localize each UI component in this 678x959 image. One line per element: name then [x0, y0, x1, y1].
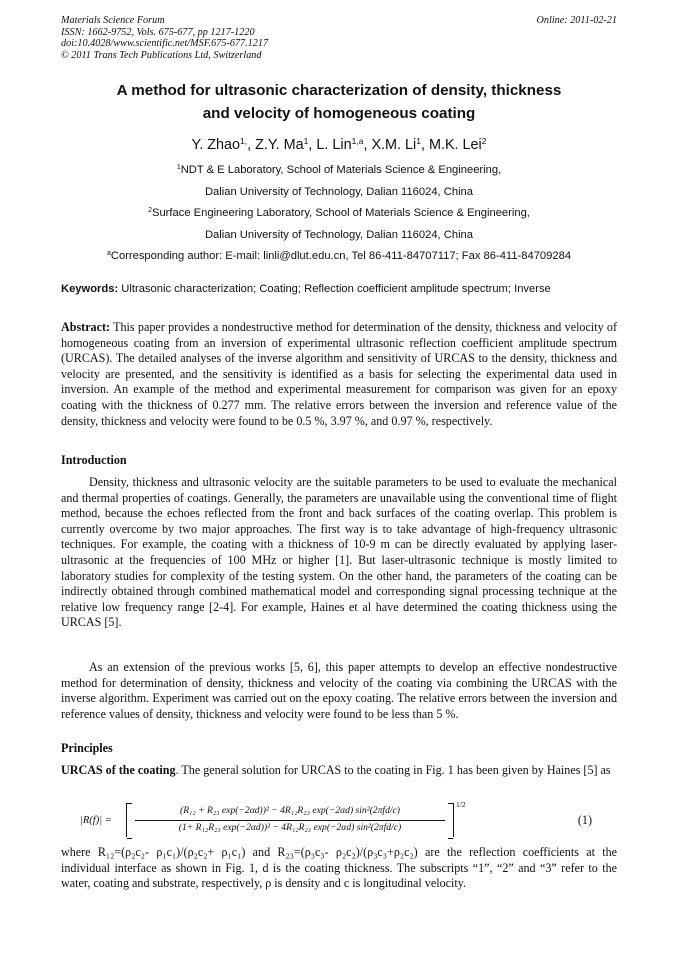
title-line-1: A method for ultrasonic characterization of density, thickness [116, 82, 562, 99]
equation-lhs: |R(f)| = [80, 815, 112, 826]
keywords-text: Ultrasonic characterization; Coating; Reflection coefficient amplitude spectrum; Inverse [118, 283, 551, 295]
equation-numerator: (R₁₂ + R₂₃ exp(−2αd))² − 4R₁₂R₂₃ exp(−2αd) sin²(2πfd/c) [180, 805, 400, 816]
fraction-bar [135, 820, 445, 821]
introduction-heading: Introduction [61, 453, 127, 467]
principles-heading: Principles [61, 741, 113, 755]
affiliation-2-line-2: Dalian University of Technology, Dalian 116024, China [204, 228, 474, 241]
author-name: Z.Y. Ma [255, 137, 304, 153]
abstract-label: Abstract: [61, 320, 111, 334]
journal-copyright: © 2011 Trans Tech Publications Ltd, Switzerland [61, 49, 262, 61]
keywords [61, 282, 617, 297]
paper-title [61, 80, 617, 125]
equation-denominator: (1+ R₁₂R₂₃ exp(−2αd))² − 4R₁₂R₂₃ exp(−2αd) sin²(2πfd/c) [178, 822, 402, 833]
corresponding-author: $^a$Corresponding author: E-mail: linli@dlut.edu.cn, Tel 86-411-84707117; Fax 86-411-84709284 [106, 250, 572, 263]
author-name: M.K. Lei [428, 137, 482, 153]
equation-explanation: where R₁₂=(ρ₂c₂- ρ₁c₁)/(ρ₂c₂+ ρ₁c₁) and R₂₃=(ρ₃c₃- ρ₂c₂)/(ρ₃c₃+ρ₂c₂) are the reflection coefficients at the individual interface as shown in Fig. 1, d is the coating thickness. The subscripts “1”, “2” and “3” refer to the water, coating and substrate, respectively, ρ is density and c is longitudinal velocity. [61, 845, 617, 891]
author-affiliation-mark: 1 [303, 136, 309, 146]
equation-number: (1) [577, 813, 592, 827]
abstract-text: This paper provides a nondestructive method for determination of the density, thickness and velocity of homogeneous coating from an inversion of experimental ultrasonic reflection coefficient amplitude spectrum (URCAS). The detailed analyses of the inverse algorithm and sensitivity of URCAS to the density, thickness and velocity are presented, and the sensitivity is identified as a basis for selecting the experimental data used in inversion. An example of the method and experimental measurement for comparison was given for an epoxy coating with the thickness of 0.277 mm. The relative errors between the inversion and reference value of the density, thickness and velocity were found to be 0.5 %, 3.97 %, and 0.97 %, respectively. [61, 320, 617, 428]
principles-paragraph: URCAS of the coating. The general solution for URCAS to the coating in Fig. 1 has been given by Haines [5] as [61, 763, 611, 777]
journal-header [61, 15, 617, 61]
author-name: L. Lin [316, 137, 352, 153]
equation-exponent: 1/2 [456, 800, 466, 809]
title-line-2: and velocity of homogeneous coating [202, 104, 476, 122]
journal-issn: ISSN: 1662-9752, Vols. 675-677, pp 1217-1220 [61, 26, 255, 38]
urcas-subheading: URCAS of the coating [61, 763, 176, 777]
introduction-paragraph-2: As an extension of the previous works [5, 6], this paper attempts to develop an effective nondestructive method for determination of density, thickness and velocity of the coating via combining the URCAS with the inverse algorithm. Experiment was carried out on the epoxy coating. The relative errors between the inversion and reference values of density, thickness and velocity were found to be less than 5 %. [61, 660, 617, 721]
author-name: Y. Zhao [191, 137, 241, 153]
equation-bracket [126, 803, 454, 837]
affiliation-1-line-2: Dalian University of Technology, Dalian 116024, China [204, 185, 474, 198]
affiliations [61, 160, 617, 268]
author-affiliation-mark: 2 [481, 136, 487, 146]
author-affiliation-mark: 1,a [351, 136, 364, 146]
author-affiliation-mark: 1 [416, 136, 421, 146]
journal-doi: doi:10.4028/www.scientific.net/MSF.675-677.1217 [61, 38, 269, 50]
affiliation-1-line-1: $^1$NDT & E Laboratory, School of Materials Science & Engineering, [176, 164, 502, 176]
online-date: Online: 2011-02-21 [536, 15, 617, 26]
abstract [61, 320, 617, 429]
introduction-paragraph-1: Density, thickness and ultrasonic velocity are the suitable parameters to be used to evaluate the mechanical and thermal properties of coatings. Generally, the parameters are unavailable using the conventional time of flight method, because the echoes reflected from the front and back surfaces of the coating overlap. This problem is currently overcome by two major approaches. The first way is to take advantage of high-frequency ultrasonic techniques. For example, the coating with a thickness of 10-9 m can be directly evaluated by applying laser-ultrasonic at the frequencies of 100 MHz or higher [1]. But laser-ultrasonic technique is mostly limited to laboratory studies for complexity of the testing system. On the other hand, the parameters of the coating can be indirectly obtained through combined mathematical model and corresponding signal processing technique at the relative low frequency range [2-4]. For example, Haines et al have determined the coating thickness using the URCAS [5]. [61, 475, 617, 630]
author-name: X.M. Li [371, 137, 417, 153]
equation-1 [80, 802, 617, 840]
keywords-label: Keywords: [61, 283, 119, 295]
journal-name: Materials Science Forum [61, 15, 165, 26]
author-affiliation-mark: 1, [240, 136, 248, 146]
author-list: Y. Zhao$^{1,}$, Z.Y. Ma$^1$, L. Lin$^{1,a}$, X.M. Li$^1$, M.K. Lei$^2$ [191, 136, 487, 153]
affiliation-2-line-1: $^2$Surface Engineering Laboratory, School of Materials Science & Engineering, [148, 207, 530, 220]
